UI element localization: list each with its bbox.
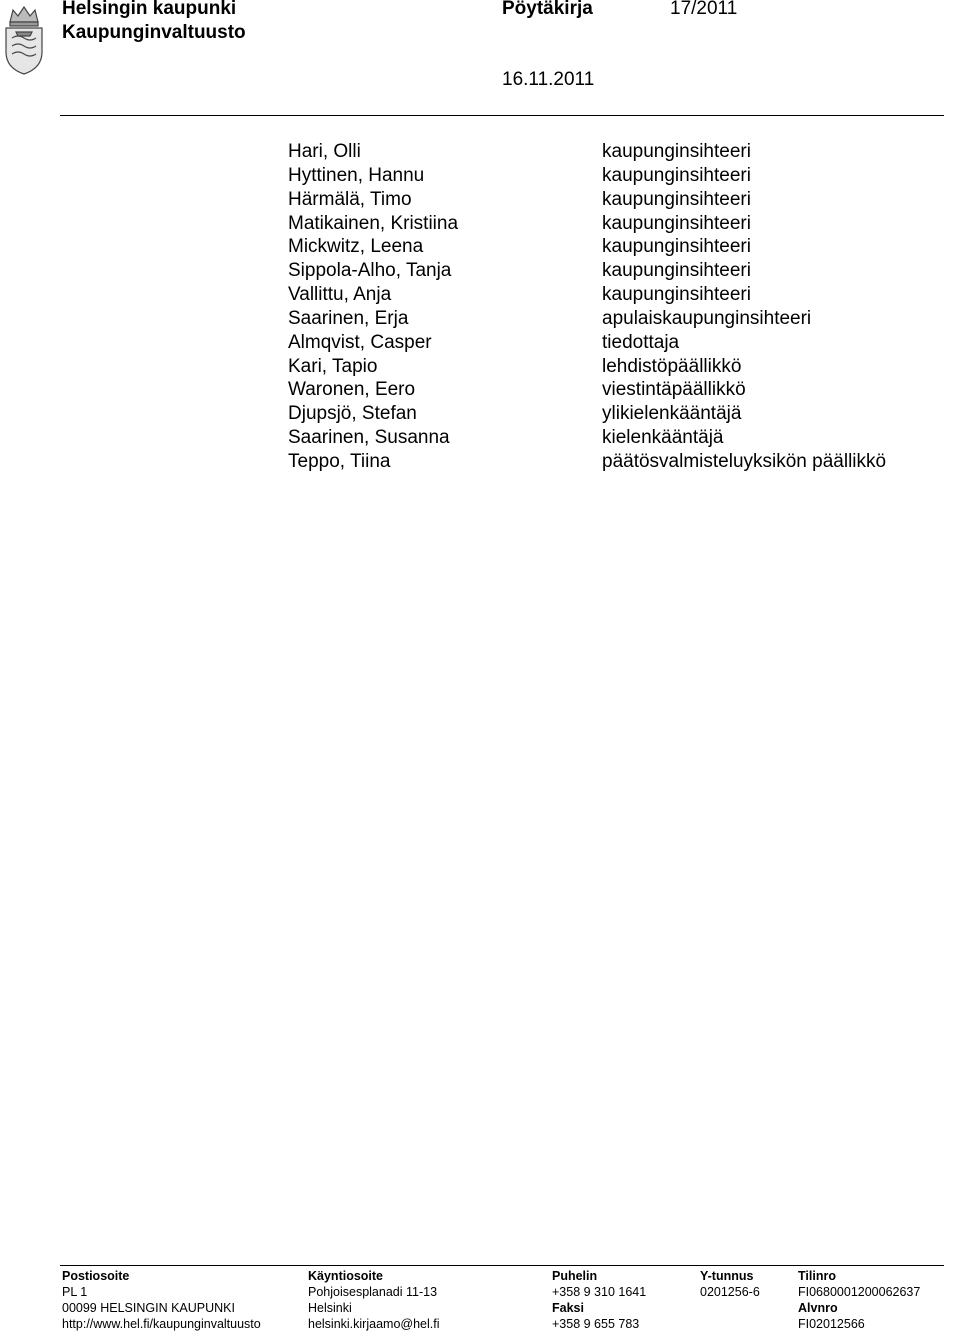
footer-divider [60, 1265, 944, 1266]
attendee-title: tiedottaja [602, 331, 680, 353]
attendee-name-list [288, 140, 588, 474]
attendee-name: Teppo, Tiina [288, 450, 391, 472]
attendee-name: Matikainen, Kristiina [288, 212, 459, 234]
attendee-name: Djupsjö, Stefan [288, 403, 417, 425]
organization-name: Helsingin kaupunki [62, 0, 237, 19]
footer-phone: Puhelin +358 9 310 1641 Faksi +358 9 655 783 [552, 1269, 647, 1331]
document-number: 17/2011 [670, 0, 738, 19]
attendee-name: Almqvist, Casper [288, 331, 432, 353]
helsinki-crest-icon [2, 2, 46, 76]
attendee-title: kaupunginsihteeri [602, 284, 751, 306]
attendee-name: Mickwitz, Leena [288, 236, 424, 258]
attendee-title: ylikielenkääntäjä [602, 403, 742, 425]
attendee-title: apulaiskaupunginsihteeri [602, 307, 812, 329]
attendee-name: Saarinen, Susanna [288, 427, 450, 449]
attendee-title: kaupunginsihteeri [602, 141, 751, 162]
attendee-title: kielenkääntäjä [602, 427, 724, 449]
footer-postal-address: Postiosoite PL 1 00099 HELSINGIN KAUPUNKI http://www.hel.fi/kaupunginvaltuusto [62, 1269, 261, 1331]
attendee-name: Saarinen, Erja [288, 307, 409, 329]
website-link[interactable]: http://www.hel.fi/kaupunginvaltuusto [62, 1317, 261, 1331]
email-link[interactable]: helsinki.kirjaamo@hel.fi [308, 1317, 440, 1331]
attendee-name: Sippola-Alho, Tanja [288, 260, 452, 282]
attendee-title: kaupunginsihteeri [602, 212, 751, 234]
attendee-name: Kari, Tapio [288, 355, 378, 377]
attendee-name: Vallittu, Anja [288, 284, 392, 306]
attendee-title: lehdistöpäällikkö [602, 355, 742, 377]
attendee-name: Hyttinen, Hannu [288, 164, 425, 186]
attendee-title-list [602, 140, 942, 474]
attendee-title: viestintäpäällikkö [602, 379, 746, 401]
attendee-name: Hari, Olli [288, 141, 361, 162]
header-divider [60, 115, 944, 116]
attendee-name: Waronen, Eero [288, 379, 416, 401]
meeting-date: 16.11.2011 [502, 69, 595, 90]
document-type: Pöytäkirja [502, 0, 593, 19]
attendee-title: kaupunginsihteeri [602, 260, 751, 282]
attendee-title: kaupunginsihteeri [602, 236, 751, 258]
attendee-title: kaupunginsihteeri [602, 164, 751, 186]
footer-visiting-address: Käyntiosoite Pohjoisesplanadi 11-13 Helsinki helsinki.kirjaamo@hel.fi [308, 1269, 440, 1331]
attendee-title: päätösvalmisteluyksikön päällikkö [602, 450, 887, 472]
body-name: Kaupunginvaltuusto [62, 22, 246, 43]
attendee-name: Härmälä, Timo [288, 188, 412, 210]
footer-business-id: Y-tunnus 0201256-6 [700, 1269, 760, 1299]
footer-account: Tilinro FI0680001200062637 Alvnro FI02012566 [798, 1269, 921, 1331]
attendee-title: kaupunginsihteeri [602, 188, 751, 210]
